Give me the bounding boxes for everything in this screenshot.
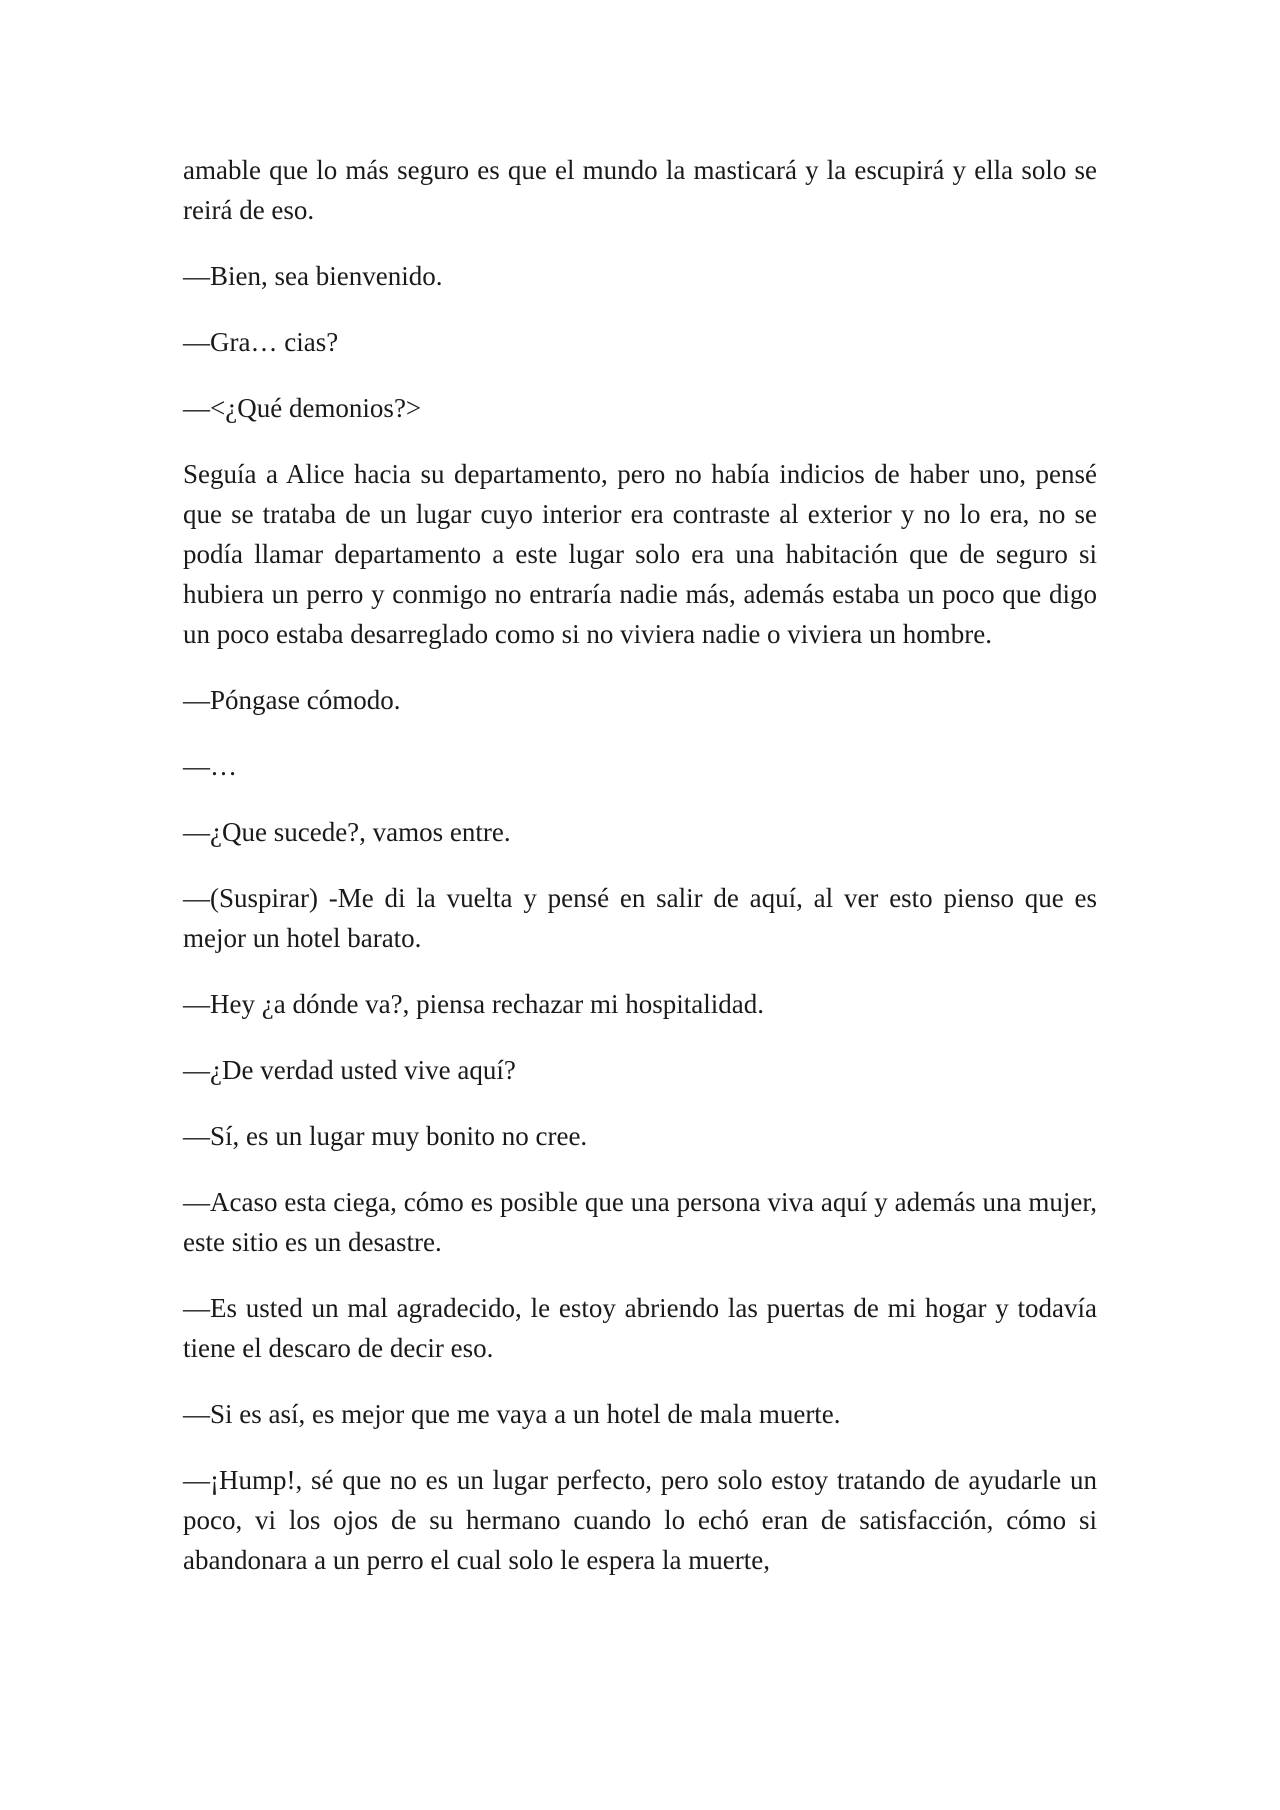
document-page <box>183 150 1097 1606</box>
dialogue-line: —Acaso esta ciega, cómo es posible que una persona viva aquí y además una mujer, este sitio es un desastre. <box>183 1187 1097 1257</box>
dialogue-line: —Sí, es un lugar muy bonito no cree. <box>183 1121 588 1151</box>
dialogue-line: —¡Hump!, sé que no es un lugar perfecto, pero solo estoy tratando de ayudarle un poco, vi los ojos de su hermano cuando lo echó eran de satisfacción, cómo si abandonara a un perro el cual solo le espera la muerte, <box>183 1465 1097 1575</box>
dialogue-line: —Bien, sea bienvenido. <box>183 261 443 291</box>
dialogue-line: —¿De verdad usted vive aquí? <box>183 1055 516 1085</box>
dialogue-line: —(Suspirar) -Me di la vuelta y pensé en salir de aquí, al ver esto pienso que es mejor un hotel barato. <box>183 883 1097 953</box>
dialogue-line: —Gra… cias? <box>183 327 339 357</box>
dialogue-line: —¿Que sucede?, vamos entre. <box>183 817 511 847</box>
dialogue-line: —Es usted un mal agradecido, le estoy abriendo las puertas de mi hogar y todavía tiene el descaro de decir eso. <box>183 1293 1097 1363</box>
dialogue-line: —… <box>183 751 237 781</box>
dialogue-line: —<¿Qué demonios?> <box>183 393 422 423</box>
dialogue-line: —Póngase cómodo. <box>183 685 401 715</box>
paragraph-continuation: amable que lo más seguro es que el mundo la masticará y la escupirá y ella solo se reirá de eso. <box>183 155 1097 225</box>
dialogue-line: —Hey ¿a dónde va?, piensa rechazar mi hospitalidad. <box>183 989 765 1019</box>
narrative-paragraph: Seguía a Alice hacia su departamento, pero no había indicios de haber uno, pensé que se trataba de un lugar cuyo interior era contraste al exterior y no lo era, no se podía llamar departamento a este lugar solo era una habitación que de seguro si hubiera un perro y conmigo no entraría nadie más, además estaba un poco que digo un poco estaba desarreglado como si no viviera nadie o viviera un hombre. <box>183 459 1097 649</box>
dialogue-line: —Si es así, es mejor que me vaya a un hotel de mala muerte. <box>183 1399 841 1429</box>
